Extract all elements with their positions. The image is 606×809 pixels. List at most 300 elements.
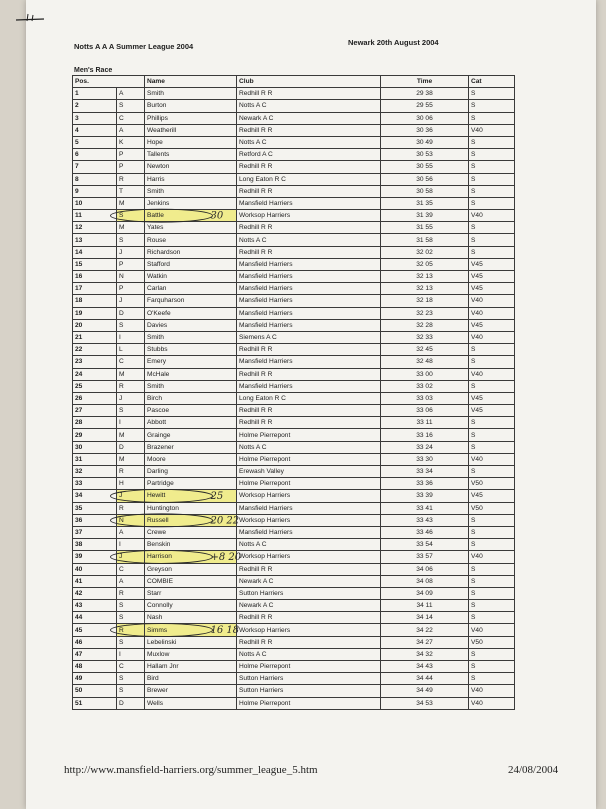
row-cat: S [469, 600, 515, 612]
row-cat: S [469, 173, 515, 185]
table-row [73, 258, 515, 270]
row-pos: 13 [73, 234, 117, 246]
row-cat: S [469, 100, 515, 112]
row-initial: A [117, 526, 145, 538]
row-cat: V45 [469, 490, 515, 502]
row-club: Redhill R R [237, 124, 381, 136]
row-club: Notts A C [237, 441, 381, 453]
row-cat: V45 [469, 319, 515, 331]
row-name: Smith [145, 331, 237, 343]
row-cat: S [469, 673, 515, 685]
row-club: Mansfield Harriers [237, 258, 381, 270]
row-initial: S [117, 405, 145, 417]
row-time: 33 30 [381, 453, 469, 465]
row-club: Redhill R R [237, 368, 381, 380]
row-pos: 26 [73, 392, 117, 404]
table-row [73, 295, 515, 307]
row-name: Simms [145, 624, 237, 636]
row-time: 30 53 [381, 149, 469, 161]
row-name: Smith [145, 185, 237, 197]
row-club: Newark A C [237, 112, 381, 124]
row-pos: 17 [73, 283, 117, 295]
row-initial: R [117, 587, 145, 599]
row-initial: P [117, 258, 145, 270]
handwritten-note: 16 18 [210, 625, 240, 637]
row-pos: 5 [73, 136, 117, 148]
row-initial: M [117, 453, 145, 465]
table-row [73, 234, 515, 246]
row-name: Phillips [145, 112, 237, 124]
row-initial: H [117, 478, 145, 490]
row-cat: V45 [469, 392, 515, 404]
row-name: Lebelinski [145, 636, 237, 648]
row-time: 33 03 [381, 392, 469, 404]
table-row [73, 307, 515, 319]
row-initial: S [117, 673, 145, 685]
row-name: Pascoe [145, 405, 237, 417]
row-cat: S [469, 514, 515, 526]
row-pos: 41 [73, 575, 117, 587]
table-row [73, 417, 515, 429]
row-club: Worksop Harriers [237, 514, 381, 526]
row-pos: 24 [73, 368, 117, 380]
row-pos: 39 [73, 551, 117, 563]
row-club: Redhill R R [237, 344, 381, 356]
row-cat: S [469, 136, 515, 148]
row-club: Worksop Harriers [237, 210, 381, 222]
table-row [73, 636, 515, 648]
table-row [73, 661, 515, 673]
row-time: 33 11 [381, 417, 469, 429]
row-club: Holme Pierrepont [237, 697, 381, 709]
row-club: Notts A C [237, 648, 381, 660]
row-club: Mansfield Harriers [237, 271, 381, 283]
row-name: Stafford [145, 258, 237, 270]
row-name: Jenkins [145, 197, 237, 209]
row-initial: M [117, 197, 145, 209]
row-name: Huntington [145, 502, 237, 514]
row-club: Redhill R R [237, 612, 381, 624]
row-time: 30 36 [381, 124, 469, 136]
table-row [73, 624, 515, 636]
table-row [73, 331, 515, 343]
table-row [73, 405, 515, 417]
row-club: Sutton Harriers [237, 673, 381, 685]
row-cat: V40 [469, 551, 515, 563]
row-cat: S [469, 185, 515, 197]
row-pos: 46 [73, 636, 117, 648]
row-pos: 10 [73, 197, 117, 209]
row-club: Notts A C [237, 539, 381, 551]
row-initial: M [117, 222, 145, 234]
row-time: 33 16 [381, 429, 469, 441]
row-name: Moore [145, 453, 237, 465]
row-initial: A [117, 575, 145, 587]
footer-date: 24/08/2004 [508, 764, 559, 776]
table-row [73, 429, 515, 441]
row-cat: S [469, 661, 515, 673]
row-time: 32 28 [381, 319, 469, 331]
table-row [73, 149, 515, 161]
row-time: 34 53 [381, 697, 469, 709]
row-name: Benskin [145, 539, 237, 551]
row-name: Brazener [145, 441, 237, 453]
row-pos: 35 [73, 502, 117, 514]
row-club: Mansfield Harriers [237, 380, 381, 392]
row-time: 32 05 [381, 258, 469, 270]
row-initial: R [117, 380, 145, 392]
row-cat: V40 [469, 368, 515, 380]
row-initial: S [117, 210, 145, 222]
document-title: Notts A A A Summer League 2004 [74, 42, 194, 51]
row-name: Emery [145, 356, 237, 368]
row-initial: D [117, 307, 145, 319]
row-time: 29 38 [381, 88, 469, 100]
row-pos: 15 [73, 258, 117, 270]
row-initial: I [117, 539, 145, 551]
row-time: 34 11 [381, 600, 469, 612]
row-initial: R [117, 624, 145, 636]
row-name: Stubbs [145, 344, 237, 356]
row-cat: S [469, 429, 515, 441]
row-club: Sutton Harriers [237, 587, 381, 599]
row-cat: S [469, 539, 515, 551]
row-initial: A [117, 88, 145, 100]
row-pos: 4 [73, 124, 117, 136]
row-time: 30 58 [381, 185, 469, 197]
row-time: 30 56 [381, 173, 469, 185]
row-time: 32 48 [381, 356, 469, 368]
table-row [73, 587, 515, 599]
row-name: McHale [145, 368, 237, 380]
row-name: Darling [145, 466, 237, 478]
table-row [73, 697, 515, 709]
row-initial: T [117, 185, 145, 197]
row-time: 33 39 [381, 490, 469, 502]
row-club: Erewash Valley [237, 466, 381, 478]
row-initial: D [117, 441, 145, 453]
row-initial: S [117, 636, 145, 648]
footer-url: http://www.mansfield-harriers.org/summer_league_5.htm [64, 764, 318, 776]
row-name: Partridge [145, 478, 237, 490]
row-pos: 22 [73, 344, 117, 356]
handwritten-note: 30 [210, 210, 224, 222]
table-row [73, 380, 515, 392]
table-row [73, 526, 515, 538]
row-pos: 12 [73, 222, 117, 234]
table-row [73, 514, 515, 526]
row-cat: S [469, 246, 515, 258]
row-club: Redhill R R [237, 161, 381, 173]
col-header-name: Name [145, 76, 237, 88]
table-row [73, 197, 515, 209]
row-club: Redhill R R [237, 563, 381, 575]
row-time: 31 39 [381, 210, 469, 222]
row-club: Redhill R R [237, 246, 381, 258]
row-time: 34 49 [381, 685, 469, 697]
row-name: Weatherill [145, 124, 237, 136]
row-initial: D [117, 697, 145, 709]
venue-date: Newark 20th August 2004 [348, 38, 439, 47]
row-cat: S [469, 563, 515, 575]
row-initial: J [117, 295, 145, 307]
row-cat: V45 [469, 405, 515, 417]
row-name: Bird [145, 673, 237, 685]
row-time: 34 06 [381, 563, 469, 575]
row-time: 32 23 [381, 307, 469, 319]
row-club: Notts A C [237, 100, 381, 112]
row-cat: V50 [469, 478, 515, 490]
row-club: Sutton Harriers [237, 685, 381, 697]
row-pos: 8 [73, 173, 117, 185]
row-name: Burton [145, 100, 237, 112]
row-name: Muxlow [145, 648, 237, 660]
table-row [73, 283, 515, 295]
row-cat: V40 [469, 124, 515, 136]
row-club: Redhill R R [237, 88, 381, 100]
row-name: Crewe [145, 526, 237, 538]
row-pos: 42 [73, 587, 117, 599]
row-cat: S [469, 222, 515, 234]
row-pos: 30 [73, 441, 117, 453]
row-club: Holme Pierrepont [237, 429, 381, 441]
table-row [73, 210, 515, 222]
row-club: Mansfield Harriers [237, 502, 381, 514]
row-time: 34 43 [381, 661, 469, 673]
row-name: Davies [145, 319, 237, 331]
row-cat: S [469, 344, 515, 356]
row-name: Starr [145, 587, 237, 599]
row-club: Holme Pierrepont [237, 661, 381, 673]
row-club: Long Eaton R C [237, 392, 381, 404]
row-time: 34 09 [381, 587, 469, 599]
row-initial: C [117, 563, 145, 575]
table-row [73, 685, 515, 697]
row-pos: 2 [73, 100, 117, 112]
row-name: Greyson [145, 563, 237, 575]
row-name: Wells [145, 697, 237, 709]
row-club: Mansfield Harriers [237, 526, 381, 538]
table-row [73, 612, 515, 624]
table-row [73, 466, 515, 478]
row-cat: S [469, 234, 515, 246]
row-cat: V50 [469, 502, 515, 514]
row-cat: V40 [469, 624, 515, 636]
row-pos: 33 [73, 478, 117, 490]
row-time: 33 36 [381, 478, 469, 490]
table-row [73, 222, 515, 234]
row-pos: 18 [73, 295, 117, 307]
col-header-initial [117, 76, 145, 88]
row-time: 33 34 [381, 466, 469, 478]
row-cat: S [469, 466, 515, 478]
race-label: Men's Race [74, 67, 113, 74]
row-pos: 40 [73, 563, 117, 575]
row-time: 32 33 [381, 331, 469, 343]
table-row [73, 502, 515, 514]
row-name: Hewitt [145, 490, 237, 502]
row-pos: 47 [73, 648, 117, 660]
row-club: Mansfield Harriers [237, 295, 381, 307]
row-club: Newark A C [237, 600, 381, 612]
row-time: 33 43 [381, 514, 469, 526]
row-name: Russell [145, 514, 237, 526]
row-time: 31 35 [381, 197, 469, 209]
row-cat: S [469, 197, 515, 209]
row-time: 32 45 [381, 344, 469, 356]
row-initial: P [117, 161, 145, 173]
row-time: 33 54 [381, 539, 469, 551]
row-name: Grainge [145, 429, 237, 441]
col-header-club: Club [237, 76, 381, 88]
row-initial: R [117, 173, 145, 185]
table-row [73, 88, 515, 100]
row-initial: C [117, 112, 145, 124]
row-pos: 49 [73, 673, 117, 685]
row-club: Mansfield Harriers [237, 283, 381, 295]
col-header-pos: Pos. [73, 76, 117, 88]
table-row [73, 539, 515, 551]
row-name: Yates [145, 222, 237, 234]
row-name: Watkin [145, 271, 237, 283]
row-time: 33 00 [381, 368, 469, 380]
row-pos: 3 [73, 112, 117, 124]
row-pos: 34 [73, 490, 117, 502]
table-row [73, 648, 515, 660]
table-row [73, 124, 515, 136]
table-row [73, 551, 515, 563]
row-name: Harrison [145, 551, 237, 563]
row-club: Long Eaton R C [237, 173, 381, 185]
row-club: Siemens A C [237, 331, 381, 343]
handwritten-note: 25 [210, 490, 224, 502]
row-pos: 23 [73, 356, 117, 368]
row-pos: 45 [73, 624, 117, 636]
row-initial: R [117, 466, 145, 478]
row-club: Mansfield Harriers [237, 356, 381, 368]
table-row [73, 161, 515, 173]
row-initial: S [117, 100, 145, 112]
row-pos: 37 [73, 526, 117, 538]
row-pos: 44 [73, 612, 117, 624]
table-row [73, 136, 515, 148]
row-name: Nash [145, 612, 237, 624]
row-pos: 31 [73, 453, 117, 465]
row-initial: K [117, 136, 145, 148]
row-time: 33 46 [381, 526, 469, 538]
col-header-cat: Cat [469, 76, 515, 88]
row-club: Redhill R R [237, 405, 381, 417]
row-name: Richardson [145, 246, 237, 258]
row-pos: 25 [73, 380, 117, 392]
row-initial: M [117, 429, 145, 441]
row-name: Battle [145, 210, 237, 222]
row-name: COMBIE [145, 575, 237, 587]
row-name: O'Keefe [145, 307, 237, 319]
table-row [73, 344, 515, 356]
row-club: Mansfield Harriers [237, 319, 381, 331]
col-header-time: Time [381, 76, 469, 88]
row-cat: V40 [469, 210, 515, 222]
row-club: Redhill R R [237, 185, 381, 197]
row-cat: V45 [469, 283, 515, 295]
row-name: Harris [145, 173, 237, 185]
row-name: Farquharson [145, 295, 237, 307]
row-time: 31 58 [381, 234, 469, 246]
row-pos: 1 [73, 88, 117, 100]
row-pos: 27 [73, 405, 117, 417]
row-time: 32 02 [381, 246, 469, 258]
row-cat: S [469, 526, 515, 538]
table-row [73, 600, 515, 612]
table-row [73, 246, 515, 258]
table-row [73, 356, 515, 368]
row-cat: S [469, 88, 515, 100]
row-name: Abbott [145, 417, 237, 429]
row-cat: S [469, 575, 515, 587]
row-club: Mansfield Harriers [237, 197, 381, 209]
row-pos: 28 [73, 417, 117, 429]
row-pos: 21 [73, 331, 117, 343]
table-row [73, 100, 515, 112]
row-pos: 7 [73, 161, 117, 173]
row-name: Brewer [145, 685, 237, 697]
row-cat: V40 [469, 685, 515, 697]
row-initial: J [117, 490, 145, 502]
row-club: Mansfield Harriers [237, 307, 381, 319]
row-initial: P [117, 149, 145, 161]
row-pos: 48 [73, 661, 117, 673]
row-club: Holme Pierrepont [237, 453, 381, 465]
row-initial: J [117, 392, 145, 404]
row-name: Hope [145, 136, 237, 148]
row-name: Smith [145, 380, 237, 392]
row-cat: S [469, 441, 515, 453]
row-initial: I [117, 417, 145, 429]
row-name: Hallam Jnr [145, 661, 237, 673]
row-club: Worksop Harriers [237, 624, 381, 636]
row-time: 32 13 [381, 271, 469, 283]
row-cat: S [469, 149, 515, 161]
row-cat: V45 [469, 271, 515, 283]
row-cat: S [469, 417, 515, 429]
row-pos: 20 [73, 319, 117, 331]
row-cat: S [469, 112, 515, 124]
row-time: 34 08 [381, 575, 469, 587]
row-initial: P [117, 283, 145, 295]
row-pos: 32 [73, 466, 117, 478]
row-initial: N [117, 514, 145, 526]
table-row [73, 453, 515, 465]
row-pos: 6 [73, 149, 117, 161]
row-cat: S [469, 612, 515, 624]
row-name: Newton [145, 161, 237, 173]
row-pos: 51 [73, 697, 117, 709]
row-club: Notts A C [237, 136, 381, 148]
row-club: Holme Pierrepont [237, 478, 381, 490]
row-time: 33 57 [381, 551, 469, 563]
row-pos: 50 [73, 685, 117, 697]
handwritten-note: 20 22 [210, 515, 240, 527]
row-cat: V40 [469, 331, 515, 343]
row-club: Retford A C [237, 149, 381, 161]
table-row [73, 392, 515, 404]
row-time: 33 41 [381, 502, 469, 514]
row-time: 31 55 [381, 222, 469, 234]
row-name: Rouse [145, 234, 237, 246]
row-cat: S [469, 648, 515, 660]
table-row [73, 441, 515, 453]
